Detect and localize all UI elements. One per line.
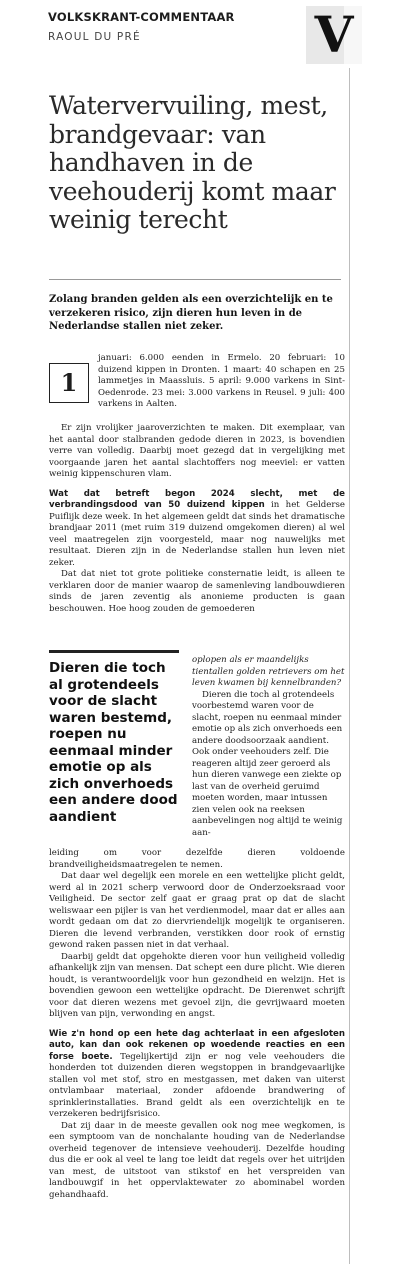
author-name: RAOUL DU PRÉ <box>48 31 141 43</box>
body-paragraph-4-continued: oplopen als er maandelijks tientallen golden retrievers om het leven kwamen bij kennelbranden? <box>192 655 345 688</box>
body-paragraph-2: Er zijn vrolijker jaaroverzichten te maken. Dit exemplaar, van het aantal door stalbranden gedode dieren in 2023, is bovendien verre van volledig. Daarbij moet gezegd dat in vergelijking met voorgaande jaren het aantal slachtoffers nog meeviel: er vatten weinig kippenschuren vlam. <box>49 423 345 479</box>
body-paragraph-5-continued: leiding om voor dezelfde dieren voldoende brandveiligheidsmaatregelen te nemen. <box>49 848 345 870</box>
body-paragraph-7: Daarbij geldt dat opgehokte dieren voor hun veiligheid volledig afhankelijk zijn van mensen. Dat schept een dure plicht. Wie dieren houdt, is verantwoordelijk voor hun gezondheid en welzijn. Het is bovendien gewoon een wettelijke opdracht. De Dierenwet schrijft voor dat dieren wezens met gevoel zijn, die gevrijwaard moeten blijven van pijn, verwonding en angst. <box>49 951 345 1019</box>
column-divider <box>349 68 350 1264</box>
body-column-right <box>192 655 345 839</box>
paragraph-3-text: in het Gelderse Puiflijk deze week. In het algemeen geldt dat sinds het dramatische brandjaar 2011 (met ruim 319 duizend omgekomen dieren) al wel veel maatregelen zijn voorgesteld, maar nog nauwelijks met resultaat. Dieren zijn in de Nederlandse stallen hun leven niet zeker. <box>49 500 345 568</box>
lead-divider <box>49 279 341 280</box>
body-paragraph-4: Dat dat niet tot grote politieke consternatie leidt, is alleen te verklaren door de manier waarop de samenleving landbouwdieren sinds de jaren zeventig als anonieme producten is gaan beschouwen. Hoe hoog zouden de gemoederen <box>49 569 345 614</box>
body-column-bottom <box>49 848 345 1201</box>
drop-initial: 1 <box>49 363 89 403</box>
body-paragraph-8 <box>49 1029 345 1121</box>
body-paragraph-6: Dat daar wel degelijk een morele en een wettelijke plicht geldt, werd al in 2021 scherp verwoord door de Onderzoeksraad voor Veiligheid. De sector zelf gaat er graag prat op dat de slacht weliswaar een pijler is van het verdienmodel, maar dat er alles aan wordt gedaan om dat zo diervriendelijk mogelijk te organiseren. Dieren die levend verbranden, verstikken door rook of ernstig gewond raken passen niet in dat verhaal. <box>49 871 345 950</box>
lead-paragraph: Zolang branden gelden als een overzichtelijk en te verzekeren risico, zijn dieren hun leven in de Nederlandse stallen niet zeker. <box>49 294 333 332</box>
body-column-top <box>49 423 345 615</box>
section-title: VOLKSKRANT-COMMENTAAR <box>48 10 235 24</box>
body-paragraph-1: januari: 6.000 eenden in Ermelo. 20 februari: 10 duizend kippen in Dronten. 1 maart: 40 schapen en 25 lammetjes in Maassluis. 5 april: 9.000 varkens in Sint-Oedenrode. 23 mei: 3.000 varkens in Reusel. 9 juli: 400 varkens in Aalten. <box>98 353 345 409</box>
pullquote-rule <box>49 650 179 653</box>
logo-letter: V <box>314 6 354 64</box>
paragraph-3-highlight: Wat dat betreft begon 2024 slecht, met de verbrandingsdood van 50 duizend kippen <box>49 488 345 510</box>
newspaper-logo <box>306 6 362 64</box>
body-paragraph-5: Dieren die toch al grotendeels voorbestemd waren voor de slacht, roepen nu eenmaal minder emotie op als zich onverhoeds een andere doodsoorzaak aandient. Ook onder veehouders zelf. Die reageren altijd zeer geroerd als hun dieren vanwege een ziekte op last van de overheid geruimd moeten worden, maar intussen zien velen ook na reeksen aanbevelingen nog altijd te weinig aan- <box>192 689 343 838</box>
paragraph-8-highlight: Wie z'n hond op een hete dag achterlaat in een afgesloten auto, kan dan ook rekenen op woedende reacties en een forse boete. <box>49 1028 345 1062</box>
body-paragraph-9: Dat zij daar in de meeste gevallen ook nog mee wegkomen, is een symptoom van de nonchalante houding van de Nederlandse overheid tegenover de intensieve veehouderij. Dezelfde houding dus die er ook al veel te lang toe leidt dat regels over het uitrijden van mest, de uitstoot van stikstof en het verspreiden van landbouwgif in het oppervlaktewater zo abominabel worden gehandhaafd. <box>49 1120 345 1200</box>
pullquote: Dieren die toch al grotendeels voor de slacht waren bestemd, roepen nu eenmaal minder emotie op als zich onverhoeds een andere dood aandient <box>49 660 178 825</box>
body-paragraph-3 <box>49 489 345 570</box>
headline: Watervervuiling, mest, brandgevaar: van handhaven in de veehouderij komt maar weinig terecht <box>49 91 336 234</box>
paragraph-8-text: Tegelijkertijd zijn er nog vele veehouders die honderden tot duizenden dieren wegstoppen in brandgevaarlijke stallen vol met stof, stro en mestgassen, met daken van uiterst ontvlambaar materiaal, zonder afdoende brandwering of sprinklerinstallaties. Brand geldt als een overzichtelijk en te verzekeren bedrijfsrisico. <box>49 1051 346 1119</box>
